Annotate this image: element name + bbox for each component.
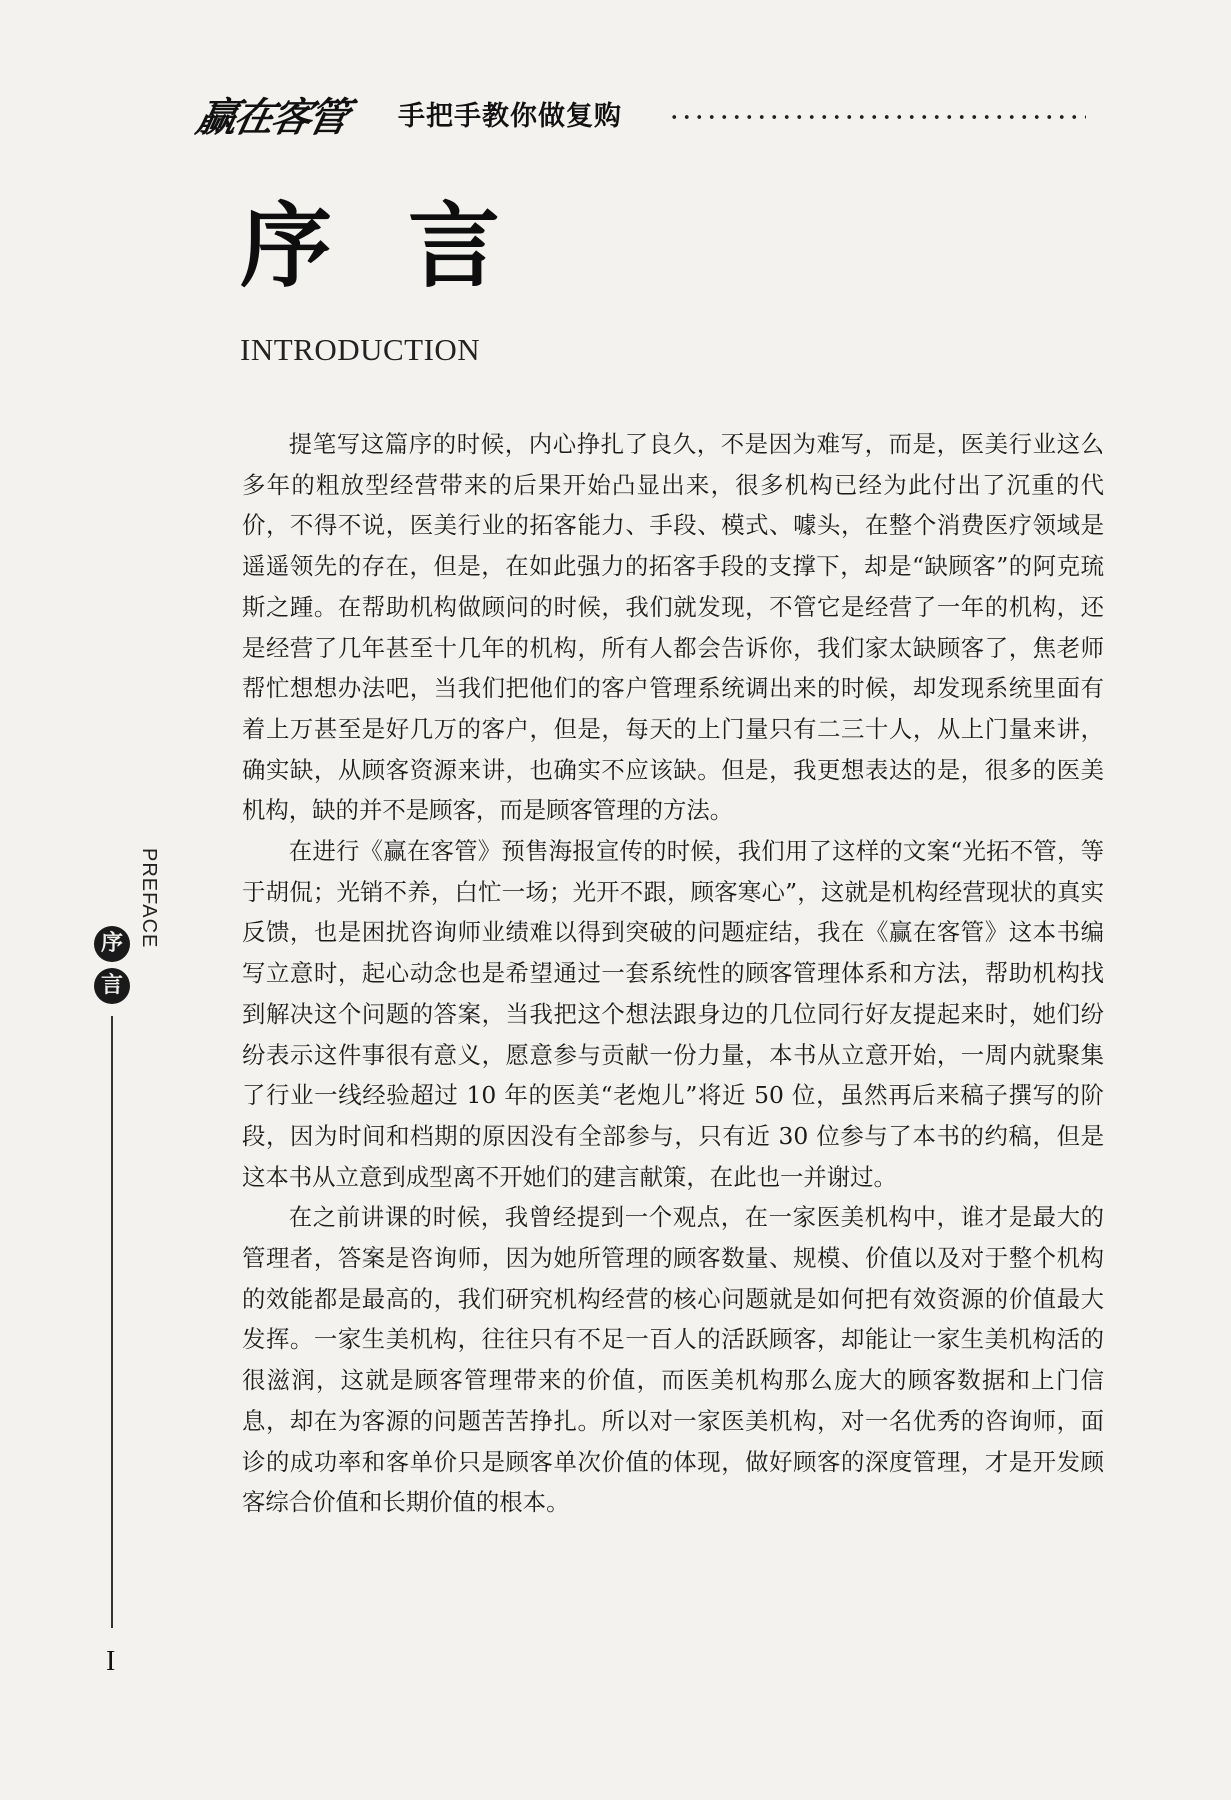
side-section-label: PREFACE bbox=[138, 848, 160, 949]
header-dotted-rule bbox=[668, 114, 1086, 120]
body-text bbox=[242, 424, 1104, 1523]
paragraph: 在进行《赢在客管》预售海报宣传的时候，我们用了这样的文案“光拓不管，等于胡侃；光销不养，白忙一场；光开不跟，顾客寒心”，这就是机构经营现状的真实反馈，也是困扰咨询师业绩难以得到突破的问题症结，我在《赢在客管》这本书编写立意时，起心动念也是希望通过一套系统性的顾客管理体系和方法，帮助机构找到解决这个问题的答案，当我把这个想法跟身边的几位同行好友提起来时，她们纷纷表示这件事很有意义，愿意参与贡献一份力量，本书从立意开始，一周内就聚集了行业一线经验超过 10 年的医美“老炮儿”将近 50 位，虽然再后来稿子撰写的阶段，因为时间和档期的原因没有全部参与，只有近 30 位参与了本书的约稿，但是这本书从立意到成型离不开她们的建言献策，在此也一并谢过。 bbox=[242, 837, 1104, 1191]
running-header bbox=[192, 86, 1088, 141]
book-logo: 赢在客管 bbox=[192, 94, 351, 141]
side-section-badge: 序 bbox=[94, 926, 130, 962]
page-number: I bbox=[106, 1646, 116, 1677]
side-section-badge: 言 bbox=[94, 968, 130, 1004]
paragraph: 在之前讲课的时候，我曾经提到一个观点，在一家医美机构中，谁才是最大的管理者，答案是咨询师，因为她所管理的顾客数量、规模、价值以及对于整个机构的效能都是最高的，我们研究机构经营的核心问题就是如何把有效资源的价值最大发挥。一家生美机构，往往只有不足一百人的活跃顾客，却能让一家生美机构活的很滋润，这就是顾客管理带来的价值，而医美机构那么庞大的顾客数据和上门信息，却在为客源的问题苦苦挣扎。所以对一家医美机构，对一名优秀的咨询师，面诊的成功率和客单价只是顾客单次价值的体现，做好顾客的深度管理，才是开发顾客综合价值和长期价值的根本。 bbox=[242, 1203, 1104, 1517]
paragraph: 提笔写这篇序的时候，内心挣扎了良久，不是因为难写，而是，医美行业这么多年的粗放型经营带来的后果开始凸显出来，很多机构已经为此付出了沉重的代价，不得不说，医美行业的拓客能力、手段、模式、噱头，在整个消费医疗领域是遥遥领先的存在，但是，在如此强力的拓客手段的支撑下，却是“缺顾客”的阿克琉斯之踵。在帮助机构做顾问的时候，我们就发现，不管它是经营了一年的机构，还是经营了几年甚至十几年的机构，所有人都会告诉你，我们家太缺顾客了，焦老师帮忙想想办法吧，当我们把他们的客户管理系统调出来的时候，却发现系统里面有着上万甚至是好几万的客户，但是，每天的上门量只有二三十人，从上门量来讲，确实缺，从顾客资源来讲，也确实不应该缺。但是，我更想表达的是，很多的医美机构，缺的并不是顾客，而是顾客管理的方法。 bbox=[242, 430, 1104, 825]
book-subtitle: 手把手教你做复购 bbox=[398, 101, 622, 132]
chapter-title: 序 言 bbox=[240, 192, 523, 300]
side-divider bbox=[111, 1016, 113, 1628]
chapter-title-english: INTRODUCTION bbox=[240, 332, 481, 367]
